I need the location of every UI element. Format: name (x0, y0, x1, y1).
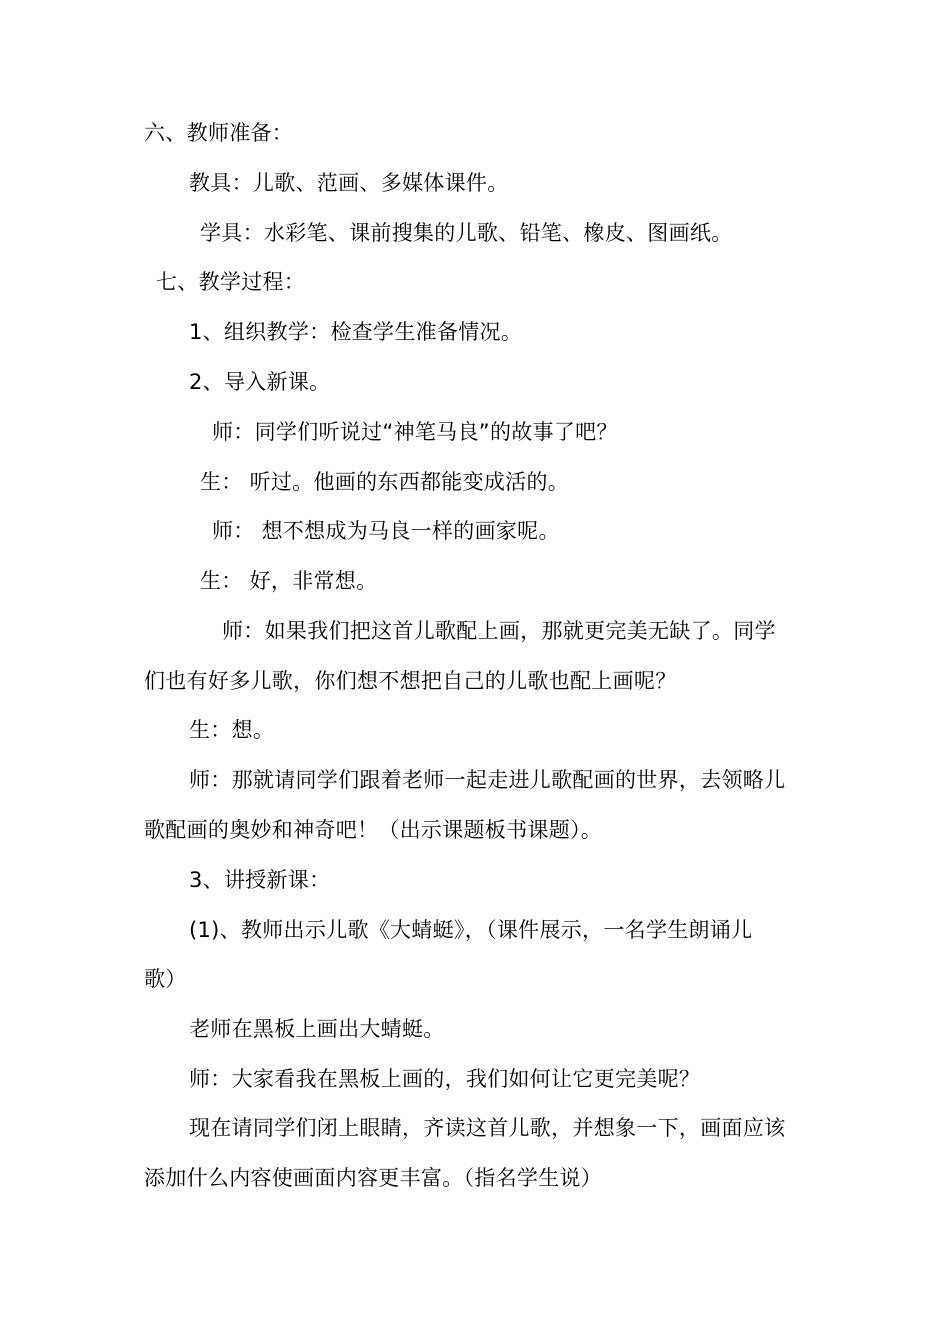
paragraph-draw-dragonfly: 老师在黑板上画出大蜻蜓。 (189, 1017, 445, 1041)
dialogue-line: 生：想。 (189, 718, 275, 742)
dialogue-line: 师：同学们听说过“神笔马良”的故事了吧？ (212, 420, 618, 444)
paragraph-organize-teaching: 1、组织教学：检查学生准备情况。 (189, 320, 523, 344)
section-heading-teaching-process: 七、教学过程： (156, 270, 306, 294)
paragraph-teaching-aids: 教具：儿歌、范画、多媒体课件。 (189, 171, 509, 195)
paragraph-introduce-lesson: 2、导入新课。 (189, 370, 331, 394)
dialogue-line: 师：如果我们把这首儿歌配上画，那就更完美无缺了。同学 (222, 619, 776, 643)
section-heading-teacher-prep: 六、教师准备： (144, 121, 294, 145)
paragraph-new-lesson: 3、讲授新课： (189, 868, 331, 892)
paragraph-close-eyes-continued: 添加什么内容使画面内容更丰富。（指名学生说） (144, 1166, 603, 1190)
dialogue-line-continued: 歌配画的奥妙和神奇吧！（出示课题板书课题）。 (144, 818, 603, 842)
dialogue-line: 师：大家看我在黑板上画的，我们如何让它更完美呢？ (189, 1067, 701, 1091)
dialogue-line-continued: 们也有好多儿歌，你们想不想把自己的儿歌也配上画呢？ (144, 669, 677, 693)
dialogue-line: 生： 好，非常想。 (200, 569, 378, 593)
paragraph-show-song: (1)、教师出示儿歌《大蜻蜓》，（课件展示，一名学生朗诵儿 (189, 918, 753, 942)
paragraph-close-eyes: 现在请同学们闭上眼睛，齐读这首儿歌，并想象一下，画面应该 (189, 1116, 786, 1140)
dialogue-line: 生： 听过。他画的东西都能变成活的。 (200, 470, 570, 494)
dialogue-line: 师： 想不想成为马良一样的画家呢。 (212, 519, 560, 543)
paragraph-student-materials: 学具：水彩笔、课前搜集的儿歌、铅笔、橡皮、图画纸。 (200, 221, 733, 245)
paragraph-show-song-continued: 歌） (144, 967, 187, 991)
dialogue-line: 师：那就请同学们跟着老师一起走进儿歌配画的世界，去领略儿 (189, 768, 786, 792)
